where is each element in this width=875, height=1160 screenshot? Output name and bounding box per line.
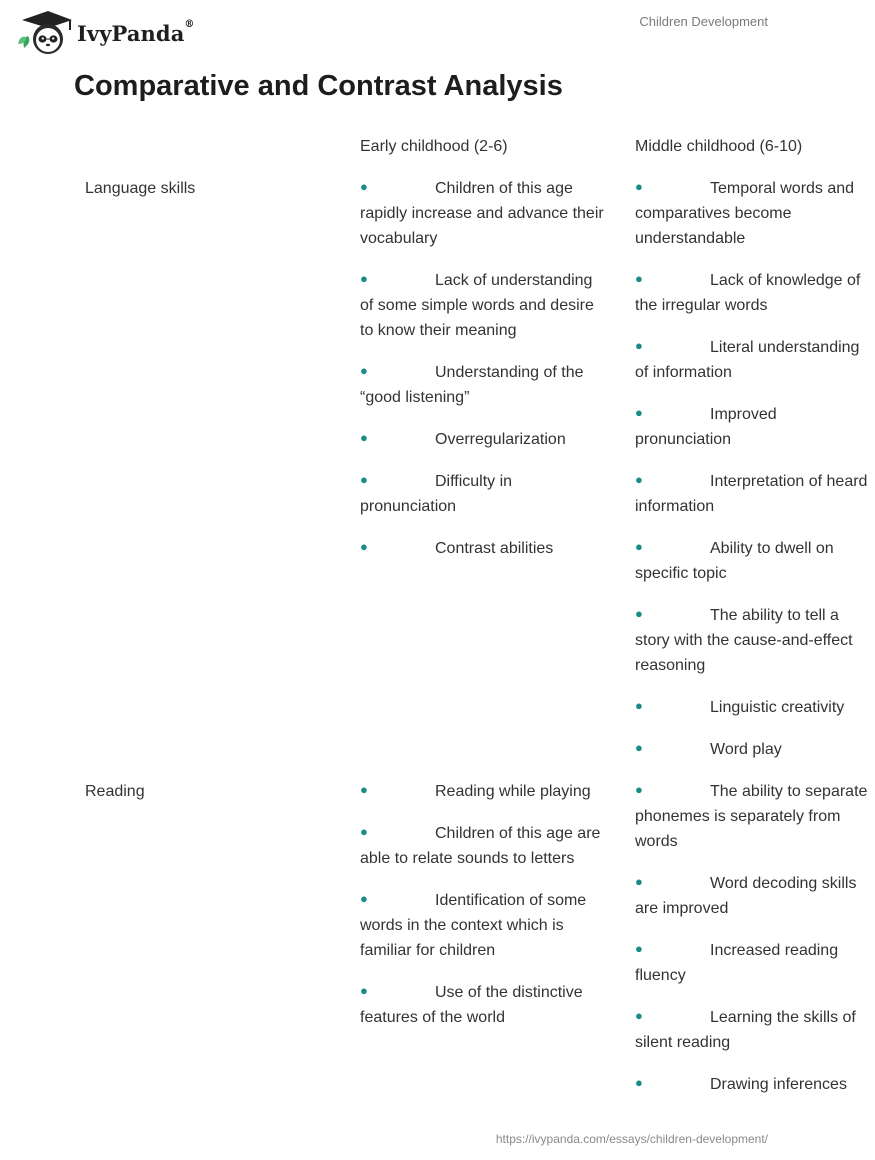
- bullet-dot-icon: ●: [360, 539, 368, 554]
- bullet-dot-icon: ●: [635, 1075, 643, 1090]
- table-header-row: [85, 134, 803, 176]
- bullet-dot-icon: ●: [360, 891, 368, 906]
- list-item: [360, 888, 610, 963]
- list-item-text: Identification of some words in the context which is familiar for children: [360, 892, 587, 959]
- list-item-text: Word decoding skills are improved: [635, 875, 857, 917]
- bullet-dot-icon: ●: [635, 338, 643, 353]
- list-item-text: Temporal words and comparatives become understandable: [635, 180, 855, 247]
- document-category: Children Development: [639, 14, 768, 29]
- early-childhood-cell: [360, 779, 635, 1114]
- brand-name: IvyPanda®: [77, 18, 195, 46]
- bullet-dot-icon: ●: [635, 740, 643, 755]
- list-item: [635, 268, 875, 318]
- bullet-dot-icon: ●: [635, 179, 643, 194]
- list-item-text: Contrast abilities: [435, 540, 554, 557]
- list-item: [635, 603, 875, 678]
- list-item: [635, 176, 875, 251]
- list-item: [360, 176, 610, 251]
- bullet-dot-icon: ●: [360, 363, 368, 378]
- list-item: [360, 469, 610, 519]
- list-item: [360, 821, 610, 871]
- list-item: [635, 1072, 875, 1097]
- list-item: [360, 360, 610, 410]
- middle-childhood-cell: [635, 779, 868, 1114]
- list-item-text: Learning the skills of silent reading: [635, 1009, 856, 1051]
- list-item-text: Lack of knowledge of the irregular words: [635, 272, 861, 314]
- bullet-dot-icon: ●: [635, 472, 643, 487]
- bullet-dot-icon: ●: [635, 874, 643, 889]
- list-item: [635, 779, 875, 854]
- list-item: [360, 980, 610, 1030]
- bullet-dot-icon: ●: [360, 782, 368, 797]
- bullet-dot-icon: ●: [360, 983, 368, 998]
- list-item-text: The ability to tell a story with the cause-and-effect reasoning: [635, 607, 853, 674]
- table-row: [85, 779, 868, 1114]
- bullet-dot-icon: ●: [635, 539, 643, 554]
- bullet-dot-icon: ●: [635, 606, 643, 621]
- list-item-text: Ability to dwell on specific topic: [635, 540, 834, 582]
- list-item: [360, 536, 610, 561]
- bullet-dot-icon: ●: [635, 1008, 643, 1023]
- bullet-dot-icon: ●: [360, 179, 368, 194]
- bullet-dot-icon: ●: [360, 472, 368, 487]
- list-item-text: Difficulty in pronunciation: [360, 473, 513, 515]
- header-cell-middle-childhood: Middle childhood (6-10): [635, 138, 803, 155]
- ivypanda-logo[interactable]: [14, 8, 195, 58]
- list-item-text: Overregularization: [435, 431, 566, 448]
- list-item-text: Understanding of the “good listening”: [360, 364, 584, 406]
- list-item: [360, 427, 610, 452]
- list-item-text: Literal understanding of information: [635, 339, 860, 381]
- list-item-text: Improved pronunciation: [635, 406, 777, 448]
- list-item-text: Linguistic creativity: [710, 699, 845, 716]
- bullet-dot-icon: ●: [360, 430, 368, 445]
- panda-graduate-icon: [14, 8, 74, 58]
- list-item: [360, 268, 610, 343]
- row-label: Reading: [85, 783, 145, 800]
- bullet-dot-icon: ●: [635, 698, 643, 713]
- list-item: [635, 871, 875, 921]
- list-item: [635, 536, 875, 586]
- early-childhood-cell: [360, 176, 635, 779]
- list-item-text: Interpretation of heard information: [635, 473, 868, 515]
- list-item-text: Children of this age are able to relate sounds to letters: [360, 825, 601, 867]
- list-item: [635, 335, 875, 385]
- list-item-text: Increased reading fluency: [635, 942, 839, 984]
- list-item-text: Word play: [710, 741, 782, 758]
- table-row: [85, 176, 868, 779]
- header-cell-early-childhood: Early childhood (2-6): [360, 138, 508, 155]
- bullet-dot-icon: ●: [635, 271, 643, 286]
- list-item-text: Drawing inferences: [710, 1076, 847, 1093]
- list-item: [635, 737, 875, 762]
- bullet-dot-icon: ●: [635, 405, 643, 420]
- list-item: [635, 938, 875, 988]
- bullet-dot-icon: ●: [360, 271, 368, 286]
- header-cell-empty: [85, 134, 360, 176]
- row-label: Language skills: [85, 180, 196, 197]
- list-item: [635, 402, 875, 452]
- list-item-text: Use of the distinctive features of the world: [360, 984, 583, 1026]
- list-item-text: Lack of understanding of some simple words and desire to know their meaning: [360, 272, 594, 339]
- comparison-table: [85, 134, 868, 1114]
- bullet-dot-icon: ●: [635, 941, 643, 956]
- list-item: [635, 469, 875, 519]
- bullet-dot-icon: ●: [635, 782, 643, 797]
- list-item-text: Reading while playing: [435, 783, 591, 800]
- list-item-text: The ability to separate phonemes is separately from words: [635, 783, 868, 850]
- list-item: [635, 1005, 875, 1055]
- middle-childhood-cell: [635, 176, 868, 779]
- list-item-text: Children of this age rapidly increase and advance their vocabulary: [360, 180, 604, 247]
- source-url[interactable]: https://ivypanda.com/essays/children-development/: [495, 1132, 768, 1146]
- list-item: [360, 779, 610, 804]
- bullet-dot-icon: ●: [360, 824, 368, 839]
- page-title: Comparative and Contrast Analysis: [74, 70, 563, 102]
- list-item: [635, 695, 875, 720]
